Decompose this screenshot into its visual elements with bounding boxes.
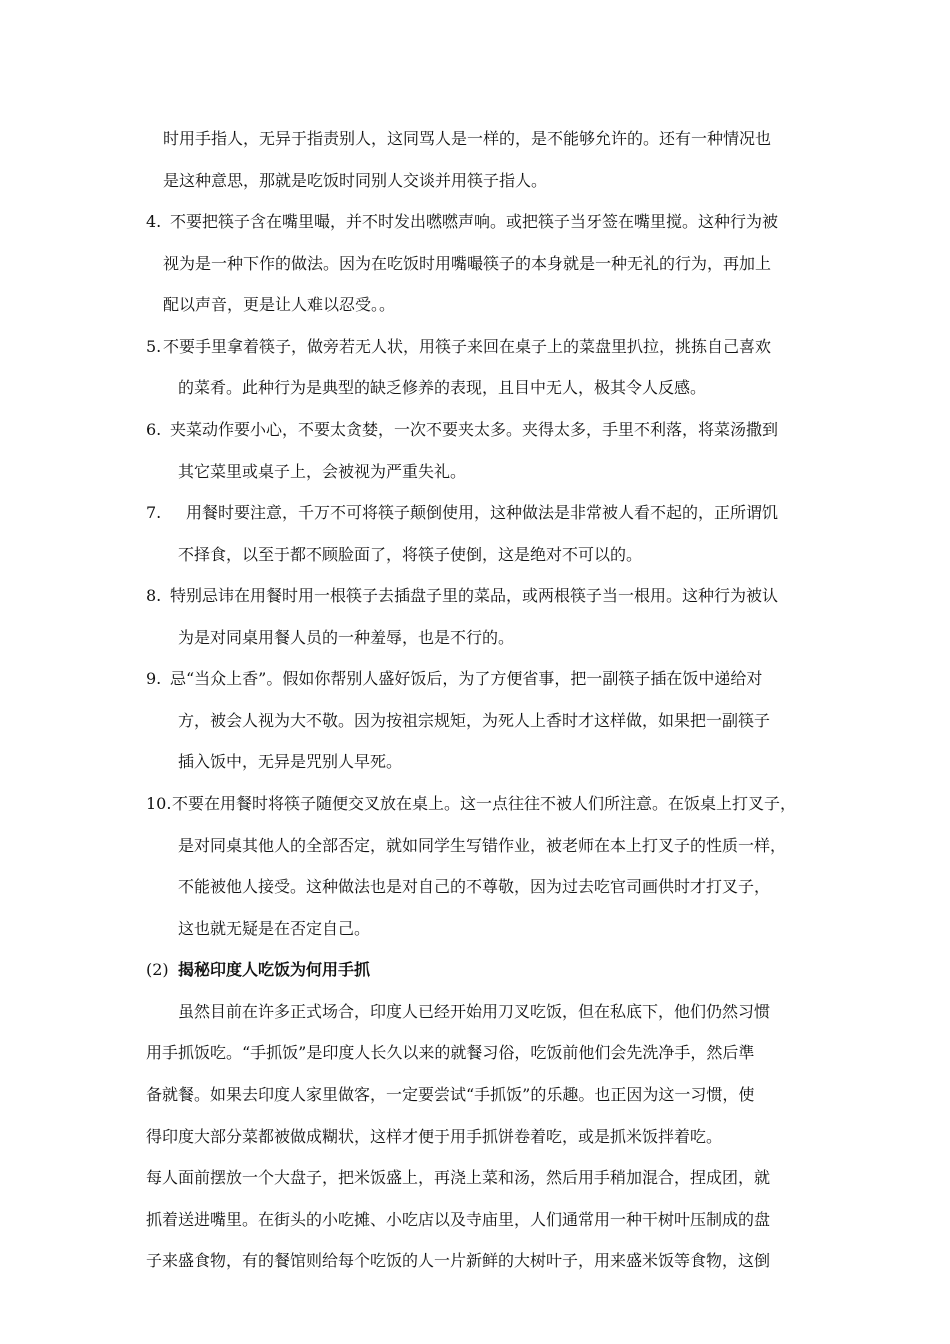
text-line: 是这种意思，那就是吃饭时同别人交谈并用筷子指人。 — [163, 171, 548, 190]
section-heading — [146, 960, 370, 980]
text-line: 不择食，以至于都不顾脸面了，将筷子使倒，这是绝对不可以的。 — [178, 545, 643, 564]
text-line: 其它菜里或桌子上，会被视为严重失礼。 — [178, 462, 467, 481]
section-number: (2) — [146, 960, 169, 979]
list-number: 4. — [146, 212, 162, 231]
list-item-10 — [146, 794, 796, 814]
text-line: 不要手里拿着筷子，做旁若无人状，用筷子来回在桌子上的菜盘里扒拉，挑拣自己喜欢 — [163, 337, 772, 356]
paragraph-line: 每人面前摆放一个大盘子，把米饭盛上，再浇上菜和汤，然后用手稍加混合，捏成团，就 — [146, 1168, 771, 1187]
text-line: 忌“当众上香”。假如你帮别人盛好饭后，为了方便省事，把一副筷子插在饭中递给对 — [170, 669, 763, 688]
text-line: 夹菜动作要小心，不要太贪婪，一次不要夹太多。夹得太多，手里不利落，将菜汤撒到 — [170, 420, 779, 439]
text-line: 为是对同桌用餐人员的一种羞辱，也是不行的。 — [178, 628, 515, 647]
list-item-8 — [146, 586, 778, 606]
text-line: 方，被会人视为大不敬。因为按祖宗规矩，为死人上香时才这样做，如果把一副筷子 — [178, 711, 771, 730]
list-number: 10. — [146, 794, 172, 813]
list-number: 7. — [146, 503, 162, 522]
paragraph-line: 用手抓饭吃。“手抓饭”是印度人长久以来的就餐习俗，吃饭前他们会先洗净手，然后準 — [146, 1043, 755, 1062]
list-number: 9. — [146, 669, 162, 688]
text-line: 的菜肴。此种行为是典型的缺乏修养的表现，且目中无人，极其令人反感。 — [178, 378, 707, 397]
text-line: 这也就无疑是在否定自己。 — [178, 919, 371, 938]
paragraph-line: 抓着送进嘴里。在街头的小吃摊、小吃店以及寺庙里，人们通常用一种干树叶压制成的盘 — [146, 1210, 771, 1229]
text-line: 插入饭中，无异是咒别人早死。 — [178, 752, 403, 771]
list-item-9 — [146, 669, 762, 689]
section-title: 揭秘印度人吃饭为何用手抓 — [178, 960, 371, 979]
list-item-7 — [146, 503, 778, 523]
text-line: 用餐时要注意，千万不可将筷子颠倒使用，这种做法是非常被人看不起的，正所谓饥 — [186, 503, 779, 522]
text-line: 不要把筷子含在嘴里嘬，并不时发出嘫嘫声响。或把筷子当牙签在嘴里搅。这种行为被 — [170, 212, 779, 231]
text-line: 是对同桌其他人的全部否定，就如同学生写错作业，被老师在本上打叉子的性质一样， — [178, 836, 787, 855]
list-item-5 — [146, 337, 771, 357]
text-line: 视为是一种下作的做法。因为在吃饭时用嘴嘬筷子的本身就是一种无礼的行为，再加上 — [163, 254, 772, 273]
paragraph-line: 备就餐。如果去印度人家里做客，一定要尝试“手抓饭”的乐趣。也正因为这一习惯，使 — [146, 1085, 755, 1104]
text-line: 配以声音，更是让人难以忍受。。 — [163, 295, 396, 314]
text-line: 不能被他人接受。这种做法也是对自己的不尊敬，因为过去吃官司画供时才打叉子， — [178, 877, 771, 896]
list-number: 6. — [146, 420, 162, 439]
list-item-4 — [146, 212, 778, 232]
list-number: 8. — [146, 586, 162, 605]
text-line: 时用手指人，无异于指责别人，这同骂人是一样的，是不能够允许的。还有一种情况也 — [163, 129, 772, 148]
text-line: 特别忌讳在用餐时用一根筷子去插盘子里的菜品，或两根筷子当一根用。这种行为被认 — [170, 586, 779, 605]
text-line: 不要在用餐时将筷子随便交叉放在桌上。这一点往往不被人们所注意。在饭桌上打叉子， — [172, 794, 797, 813]
paragraph-line: 子来盛食物，有的餐馆则给每个吃饭的人一片新鲜的大树叶子，用来盛米饭等食物，这倒 — [146, 1251, 771, 1270]
paragraph-line: 得印度大部分菜都被做成糊状，这样才便于用手抓饼卷着吃，或是抓米饭拌着吃。 — [146, 1127, 723, 1146]
paragraph-line: 虽然目前在许多正式场合，印度人已经开始用刀叉吃饭，但在私底下，他们仍然习惯 — [178, 1002, 771, 1021]
list-item-6 — [146, 420, 778, 440]
list-number: 5. — [146, 337, 162, 356]
